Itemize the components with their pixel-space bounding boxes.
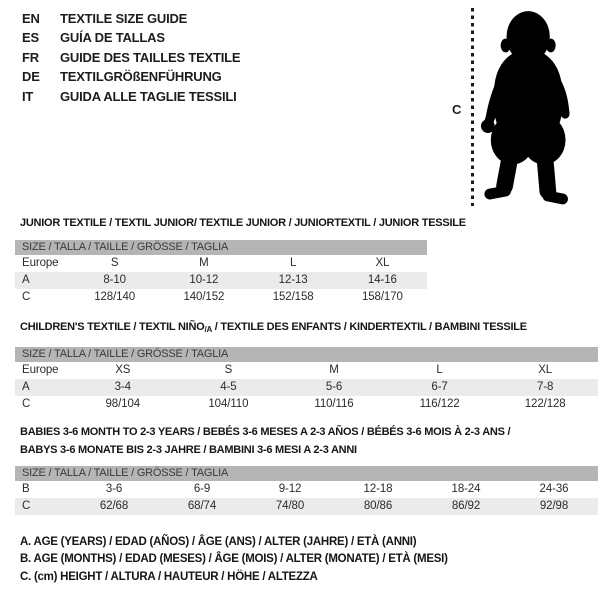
table-row-europe (15, 255, 427, 272)
height-measure-label: C (452, 102, 462, 117)
children-table-title (20, 321, 527, 334)
size-cell: XL (538, 364, 553, 376)
height-cell: 92/98 (539, 500, 569, 512)
children-size-table (15, 347, 598, 413)
size-cell: L (289, 257, 297, 269)
size-header-bar: SIZE / TALLA / TAILLE / GRÖSSE / TAGLIA (15, 347, 598, 362)
age-cell: 3-4 (114, 381, 131, 393)
height-cell: 110/116 (314, 398, 354, 410)
size-cell: L (436, 364, 443, 376)
children-title-prefix: CHILDREN'S TEXTILE / TEXTIL NIÑO (20, 321, 205, 333)
age-cell: 5-6 (325, 381, 343, 393)
height-cell: 104/110 (208, 398, 249, 410)
junior-table-title: JUNIOR TEXTILE / TEXTIL JUNIOR/ TEXTILE JUNIOR / JUNIORTEXTIL / JUNIOR TESSILE (20, 217, 466, 229)
lang-code: DE (22, 69, 40, 85)
height-cell: 80/86 (363, 500, 393, 512)
children-title-subscript: /A (204, 325, 212, 334)
months-cell: 18-24 (451, 483, 481, 495)
babies-size-table (15, 466, 598, 515)
lang-row-fr (22, 48, 240, 67)
lang-title: GUIDA ALLE TAGLIE TESSILI (60, 88, 237, 104)
row-label: A (22, 274, 30, 286)
age-cell: 4-5 (220, 381, 237, 393)
height-cell: 68/74 (187, 500, 217, 512)
height-cell: 74/80 (275, 500, 305, 512)
lang-title: GUÍA DE TALLAS (60, 30, 165, 46)
height-cell: 62/68 (99, 500, 129, 512)
age-cell: 14-16 (367, 274, 397, 286)
height-measure-dashed-line (471, 8, 474, 206)
age-cell: 7-8 (537, 381, 554, 393)
months-cell: 3-6 (105, 483, 123, 495)
table-row-height (15, 396, 598, 413)
junior-size-table (15, 240, 427, 306)
language-title-list (22, 9, 240, 106)
lang-row-es (22, 28, 240, 47)
age-cell: 10-12 (189, 274, 219, 286)
table-row-europe (15, 362, 598, 379)
height-cell: 116/122 (419, 398, 460, 410)
age-cell: 8-10 (103, 274, 126, 286)
height-cell: 128/140 (94, 291, 136, 303)
height-cell: 140/152 (183, 291, 225, 303)
table-row-height (15, 498, 598, 515)
row-label: Europe (22, 257, 59, 269)
table-row-age (15, 379, 598, 396)
legend-line-b: B. AGE (MONTHS) / EDAD (MESES) / ÂGE (MOIS) / ALTER (MONATE) / ETÀ (MESI) (20, 553, 448, 566)
height-cell: 86/92 (451, 500, 481, 512)
legend-line-c: C. (cm) HEIGHT / ALTURA / HAUTEUR / HÖHE / ALTEZZA (20, 570, 318, 583)
size-cell: XL (375, 257, 390, 269)
babies-title-line1: BABIES 3-6 MONTH TO 2-3 YEARS / BEBÉS 3-6 MESES A 2-3 AÑOS / BÉBÉS 3-6 MOIS À 2-3 ANS / (20, 426, 511, 438)
baby-silhouette-icon (479, 6, 597, 208)
lang-title: TEXTILE SIZE GUIDE (60, 11, 188, 26)
table-row-height (15, 289, 427, 306)
lang-code: FR (22, 49, 39, 65)
row-label: B (22, 483, 30, 495)
row-label: Europe (22, 364, 59, 376)
lang-code: EN (22, 11, 40, 26)
lang-row-en (22, 9, 240, 28)
children-title-suffix: / TEXTILE DES ENFANTS / KINDERTEXTIL / BAMBINI TESSILE (211, 321, 527, 333)
size-header-bar: SIZE / TALLA / TAILLE / GRÖSSE / TAGLIA (15, 466, 598, 481)
legend-line-a: A. AGE (YEARS) / EDAD (AÑOS) / ÂGE (ANS) / ALTER (JAHRE) / ETÀ (ANNI) (20, 536, 417, 548)
table-row-months (15, 481, 598, 498)
row-label: C (22, 500, 31, 512)
height-cell: 152/158 (272, 291, 314, 303)
height-cell: 158/170 (361, 291, 403, 303)
months-cell: 24-36 (539, 483, 569, 495)
age-cell: 6-7 (431, 381, 448, 393)
lang-title: GUIDE DES TAILLES TEXTILE (60, 49, 241, 65)
height-cell: 98/104 (105, 398, 141, 410)
babies-table-title (20, 424, 510, 459)
size-header-bar: SIZE / TALLA / TAILLE / GRÖSSE / TAGLIA (15, 240, 427, 255)
row-label: C (22, 398, 31, 410)
size-cell: XS (115, 364, 131, 376)
lang-title: TEXTILGRÖßENFÜHRUNG (60, 69, 222, 85)
lang-row-it (22, 87, 240, 106)
months-cell: 6-9 (193, 483, 211, 495)
measurement-legend (20, 534, 448, 586)
table-row-age (15, 272, 427, 289)
row-label: A (22, 381, 30, 393)
size-cell: S (224, 364, 233, 376)
months-cell: 9-12 (278, 483, 302, 495)
size-cell: M (329, 364, 339, 376)
age-cell: 12-13 (278, 274, 308, 286)
lang-code: ES (22, 30, 39, 46)
height-cell: 122/128 (524, 398, 566, 410)
lang-row-de (22, 67, 240, 86)
size-cell: M (199, 257, 209, 269)
size-cell: S (110, 257, 119, 269)
months-cell: 12-18 (363, 483, 393, 495)
babies-title-line2: BABYS 3-6 MONATE BIS 2-3 JAHRE / BAMBINI 3-6 MESI A 2-3 ANNI (20, 443, 357, 456)
lang-code: IT (22, 88, 34, 104)
row-label: C (22, 291, 31, 303)
